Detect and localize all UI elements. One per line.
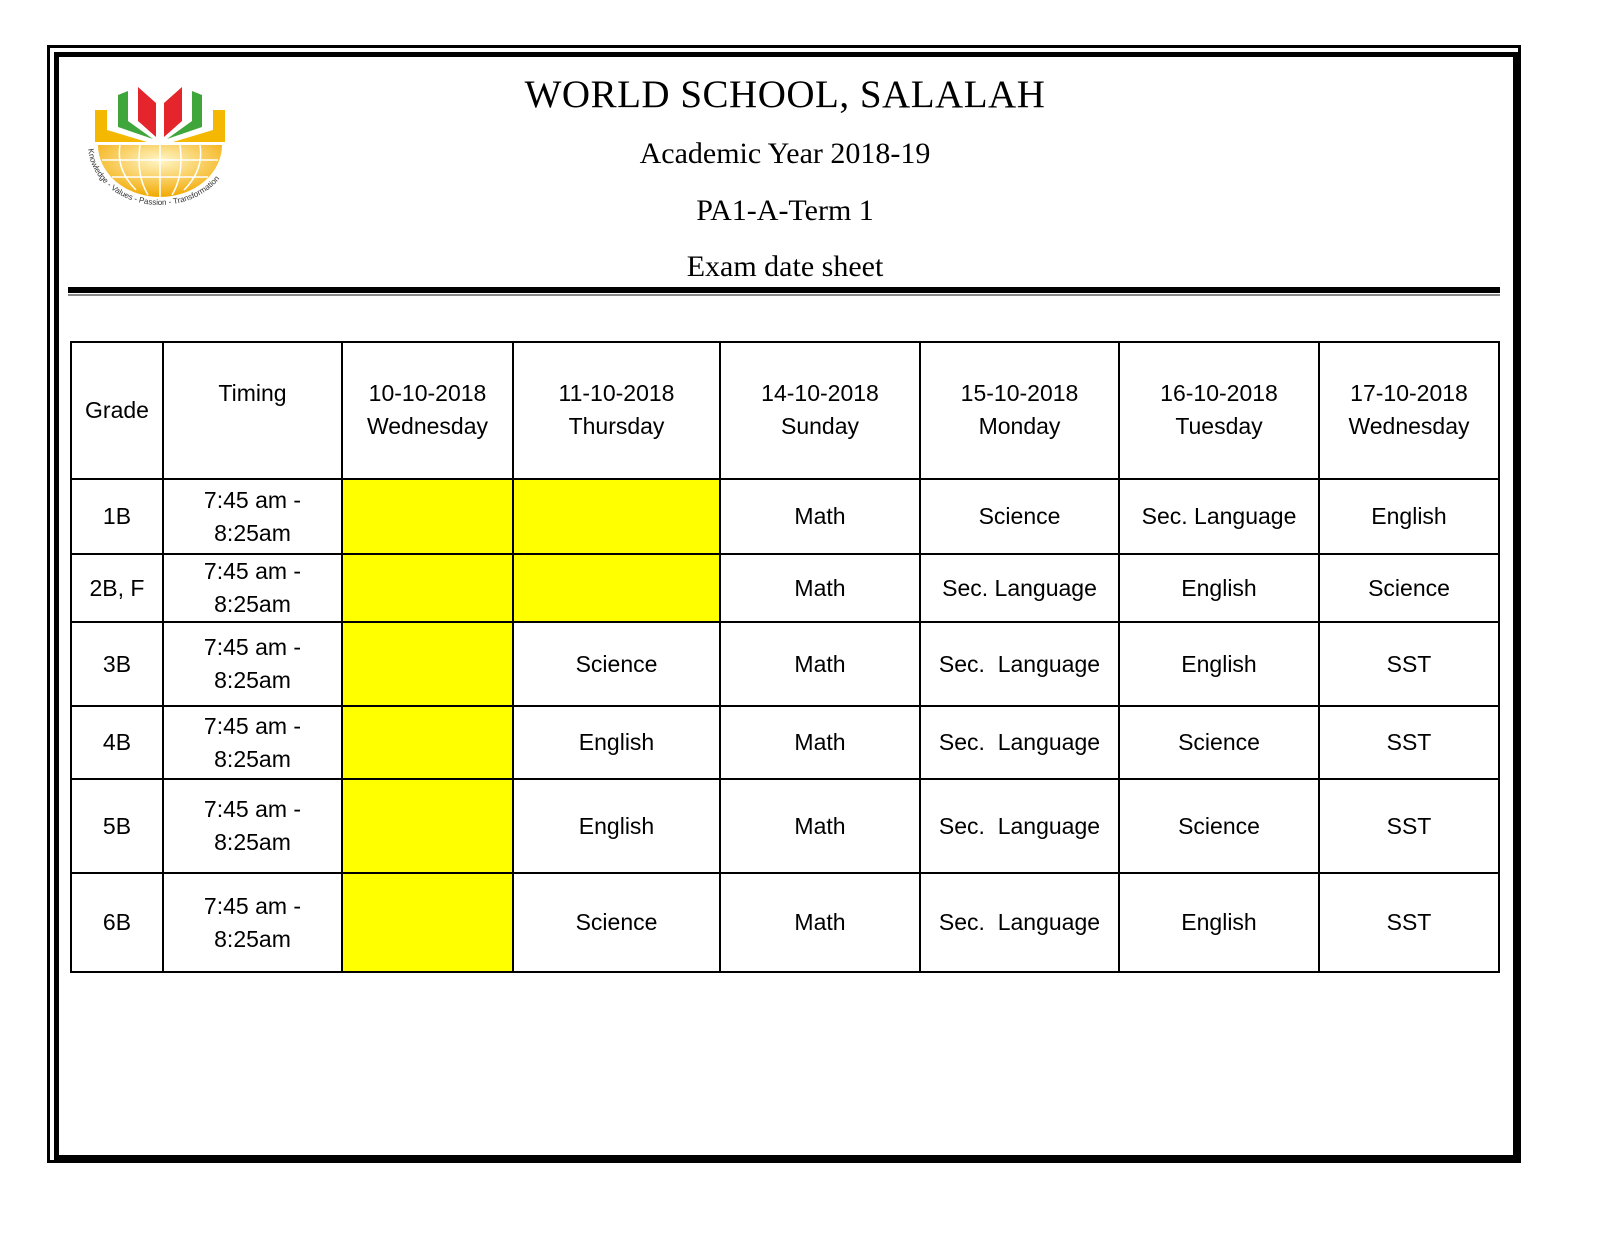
grade-cell: 5B xyxy=(71,779,163,873)
table-row xyxy=(71,706,1499,779)
highlighted-empty-cell xyxy=(342,779,513,873)
subject-cell: Sec. Language xyxy=(920,873,1119,972)
term-title: PA1-A-Term 1 xyxy=(696,194,874,227)
subject-cell: Science xyxy=(920,479,1119,554)
timing-cell xyxy=(163,554,342,622)
timing-text: 7:45 am - xyxy=(203,892,302,919)
highlighted-empty-cell xyxy=(342,479,513,554)
sheet-subtitle: Exam date sheet xyxy=(686,250,884,283)
header-date-text: 10-10-2018 xyxy=(368,380,487,406)
header-date-text: 11-10-2018 xyxy=(558,380,675,406)
header-date xyxy=(342,342,513,479)
subject-cell: Science xyxy=(1119,779,1319,873)
exam-date-table xyxy=(70,341,1500,973)
grade-cell: 2B, F xyxy=(71,554,163,622)
subject-cell: SST xyxy=(1319,873,1499,972)
school-name: WORLD SCHOOL, SALALAH xyxy=(524,73,1046,116)
timing-text: 7:45 am - xyxy=(203,634,302,660)
subject-cell: Science xyxy=(513,873,720,972)
logo-motto: Knowledge - Values - Passion - Transformation xyxy=(86,148,222,208)
subject-cell: Sec. Language xyxy=(920,554,1119,622)
header-date xyxy=(720,342,920,479)
timing-text: 8:25am xyxy=(214,829,291,855)
header-date-text: 15-10-2018 xyxy=(960,380,1079,406)
header-label: Timing xyxy=(218,380,287,406)
subject-cell: Math xyxy=(720,622,920,706)
highlighted-empty-cell xyxy=(513,554,720,622)
table-row xyxy=(71,873,1499,972)
timing-cell xyxy=(163,779,342,873)
header-weekday: Wednesday xyxy=(1348,413,1470,439)
grade-cell: 1B xyxy=(71,479,163,554)
header-date xyxy=(1319,342,1499,479)
timing-cell xyxy=(163,622,342,706)
highlighted-empty-cell xyxy=(342,873,513,972)
subject-cell: Math xyxy=(720,554,920,622)
subject-cell: Math xyxy=(720,479,920,554)
header-date xyxy=(1119,342,1319,479)
highlighted-empty-cell xyxy=(342,622,513,706)
subject-cell: English xyxy=(1119,622,1319,706)
subject-cell: Math xyxy=(720,873,920,972)
timing-text: 7:45 am - xyxy=(203,558,302,584)
header-weekday: Monday xyxy=(978,413,1061,439)
header-row xyxy=(71,342,1499,479)
grade-cell: 3B xyxy=(71,622,163,706)
table-row xyxy=(71,779,1499,873)
timing-text: 8:25am xyxy=(214,591,291,617)
subject-cell: Sec. Language xyxy=(920,622,1119,706)
subject-cell: Sec. Language xyxy=(920,706,1119,779)
subject-cell: Science xyxy=(1319,554,1499,622)
highlighted-empty-cell xyxy=(342,554,513,622)
header-date-text: 16-10-2018 xyxy=(1160,380,1278,406)
timing-text: 8:25am xyxy=(214,519,291,546)
table-row xyxy=(71,622,1499,706)
subject-cell: Sec. Language xyxy=(1119,479,1319,554)
table-row xyxy=(71,554,1499,622)
subject-cell: SST xyxy=(1319,779,1499,873)
subject-cell: SST xyxy=(1319,622,1499,706)
subject-cell: Science xyxy=(1119,706,1319,779)
subject-cell: English xyxy=(1119,554,1319,622)
subject-cell: Science xyxy=(513,622,720,706)
header-date-text: 14-10-2018 xyxy=(761,380,879,406)
table-row xyxy=(71,479,1499,554)
timing-text: 8:25am xyxy=(214,745,291,772)
subject-cell: Math xyxy=(720,706,920,779)
subject-cell: English xyxy=(513,706,720,779)
header-weekday: Sunday xyxy=(780,413,859,439)
highlighted-empty-cell xyxy=(342,706,513,779)
timing-text: 8:25am xyxy=(214,925,291,952)
header-date xyxy=(920,342,1119,479)
header-date-text: 17-10-2018 xyxy=(1350,380,1468,406)
timing-text: 7:45 am - xyxy=(203,796,302,822)
grade-cell: 4B xyxy=(71,706,163,779)
timing-text: 7:45 am - xyxy=(203,712,302,739)
header-grade xyxy=(71,342,163,479)
subject-cell: Math xyxy=(720,779,920,873)
timing-cell xyxy=(163,479,342,554)
subject-cell: English xyxy=(1319,479,1499,554)
subject-cell: English xyxy=(513,779,720,873)
header-divider-shadow xyxy=(68,294,1500,296)
academic-year: Academic Year 2018-19 xyxy=(639,137,931,170)
header-date xyxy=(513,342,720,479)
grade-cell: 6B xyxy=(71,873,163,972)
timing-text: 8:25am xyxy=(214,667,291,693)
subject-cell: Sec. Language xyxy=(920,779,1119,873)
highlighted-empty-cell xyxy=(513,479,720,554)
timing-text: 7:45 am - xyxy=(203,486,302,513)
timing-cell xyxy=(163,706,342,779)
timing-cell xyxy=(163,873,342,972)
subject-cell: English xyxy=(1119,873,1319,972)
header-label: Grade xyxy=(85,397,149,423)
subject-cell: SST xyxy=(1319,706,1499,779)
header-weekday: Tuesday xyxy=(1175,413,1263,439)
header-weekday: Thursday xyxy=(568,413,665,439)
header-divider xyxy=(68,287,1500,293)
header-weekday: Wednesday xyxy=(366,413,489,439)
header-timing xyxy=(163,342,342,479)
